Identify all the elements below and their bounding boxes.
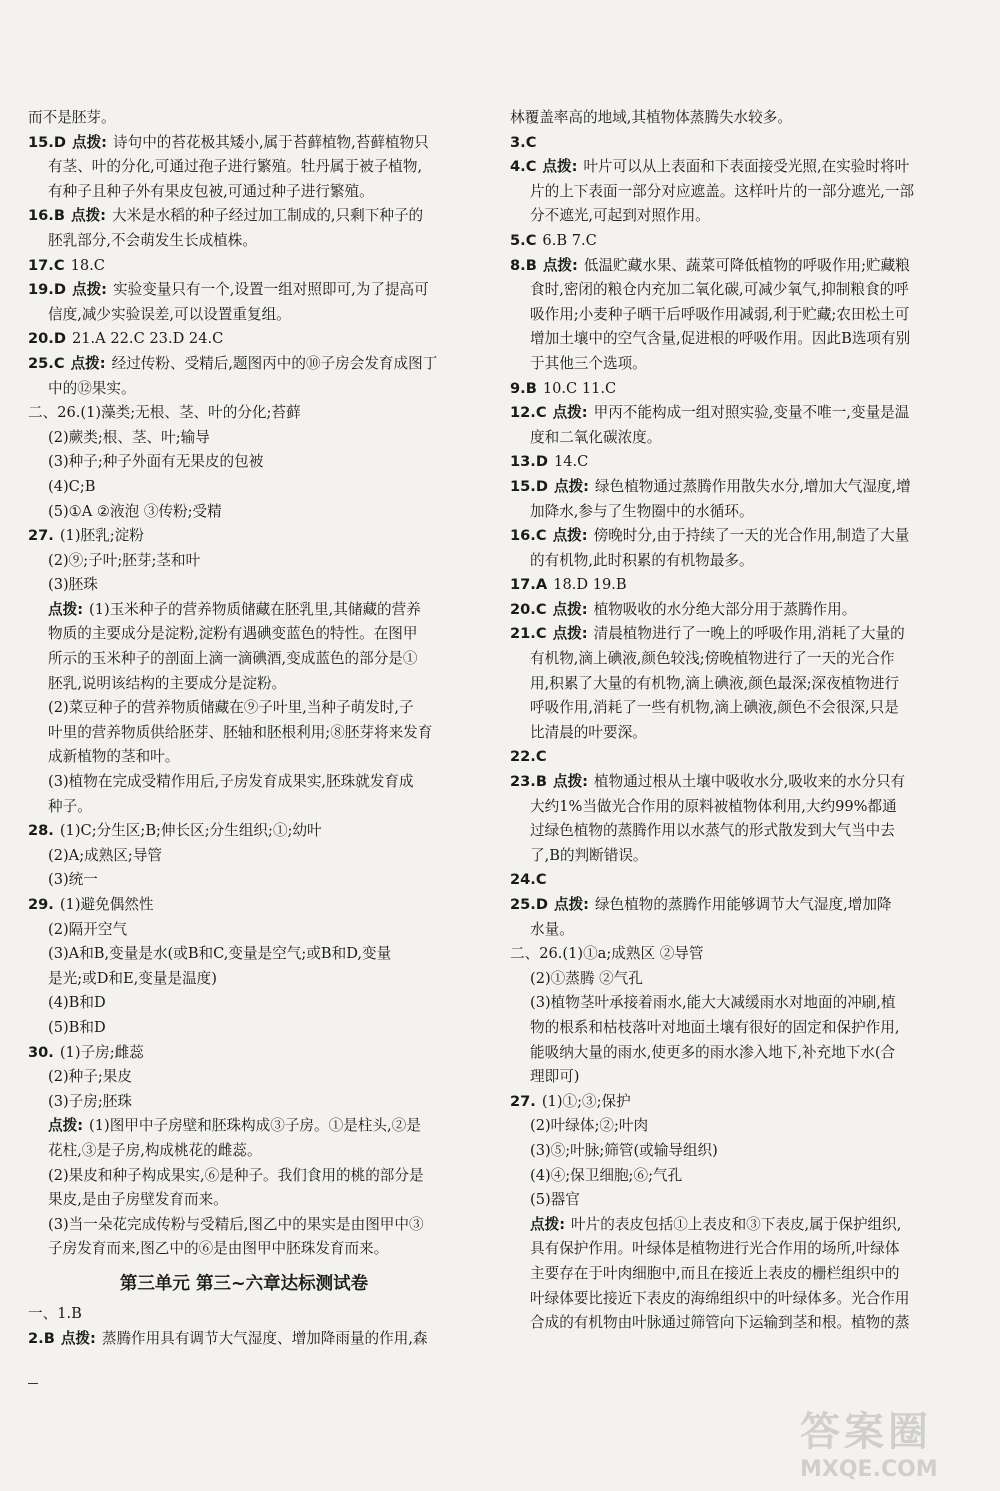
line-text: 信度,减少实验误差,可以设置重复组。 [48, 305, 291, 323]
hint-keyword: 点拨: [552, 773, 589, 791]
line-text: 绿色植物通过蒸腾作用散失水分,增加大气湿度,增 [595, 477, 911, 495]
text-line [28, 918, 460, 943]
text-line [28, 131, 460, 156]
text-line [28, 942, 460, 967]
question-number: 22.C [510, 748, 547, 766]
text-line [28, 204, 460, 229]
line-text: (2)⑨;子叶;胚芽;茎和叶 [48, 551, 201, 569]
text-line [28, 229, 460, 254]
line-text: 有茎、叶的分化,可通过孢子进行繁殖。牡丹属于被子植物, [48, 158, 423, 176]
line-text: (3)种子;种子外面有无果皮的包被 [48, 453, 264, 471]
text-line [28, 795, 460, 820]
line-text: 具有保护作用。叶绿体是植物进行光合作用的场所,叶绿体 [530, 1240, 900, 1258]
hint-keyword: 点拨: [71, 133, 107, 151]
text-line [28, 868, 460, 893]
hint-keyword: 点拨: [552, 404, 588, 422]
text-line [510, 1262, 928, 1287]
text-line [28, 1213, 460, 1238]
line-text: 6.B 7.C [542, 231, 597, 249]
text-line [510, 967, 928, 992]
text-line [510, 647, 928, 672]
question-number: 20.C [510, 600, 547, 618]
line-text: 果皮,是由子房壁发育而来。 [48, 1191, 228, 1209]
text-line [28, 1090, 460, 1115]
line-text: (5)①A ②液泡 ③传粉;受精 [48, 502, 222, 520]
text-line [28, 1164, 460, 1189]
question-number: 24.C [510, 871, 547, 889]
hint-keyword: 点拨: [553, 477, 589, 495]
line-text: 10.C 11.C [542, 379, 617, 397]
line-text: 二、26.(1)①a;成熟区 ②导管 [510, 945, 704, 963]
text-line [510, 573, 928, 598]
text-line [510, 524, 928, 549]
line-text: (3)当一朵花完成传粉与受精后,图乙中的果实是由图甲中③ [48, 1215, 424, 1233]
line-text: (2)A;成熟区;导管 [48, 846, 163, 864]
text-line [510, 500, 928, 525]
line-text: 物的根系和枯枝落叶对地面土壤有很好的固定和保护作用, [530, 1018, 900, 1036]
line-text: 14.C [553, 453, 589, 471]
line-text: 叶绿体要比接近下表皮的海绵组织中的叶绿体多。光合作用 [530, 1289, 910, 1307]
right-column [510, 106, 928, 1336]
question-number: 17.C [28, 256, 65, 274]
text-line [510, 278, 928, 303]
text-line [510, 229, 928, 254]
text-line [510, 155, 928, 180]
left-column [28, 106, 460, 1351]
text-line [28, 327, 460, 352]
line-text: 加降水,参与了生物圈中的水循环。 [530, 502, 754, 520]
question-number: 17.A [510, 576, 548, 594]
text-line [28, 426, 460, 451]
line-text: 成新植物的茎和叶。 [48, 748, 180, 766]
line-text: (2)菜豆种子的营养物质储藏在⑨子叶里,当种子萌发时,子 [48, 699, 414, 717]
line-text: (3)A和B,变量是水(或B和C,变量是空气;或B和D,变量 [48, 945, 392, 963]
line-text: 有种子且种子外有果皮包被,可通过种子进行繁殖。 [48, 182, 374, 200]
question-number: 5.C [510, 231, 537, 249]
text-line [28, 377, 460, 402]
hint-keyword: 点拨: [60, 1329, 96, 1347]
text-line [28, 844, 460, 869]
text-line [510, 598, 928, 623]
hint-keyword: 点拨: [48, 600, 84, 618]
text-line [510, 254, 928, 279]
hint-keyword: 点拨: [552, 527, 588, 545]
text-line [28, 1016, 460, 1041]
question-number: 16.C [510, 527, 547, 545]
line-text: 物质的主要成分是淀粉,淀粉有遇碘变蓝色的特性。在图甲 [48, 625, 418, 643]
line-text: 叶里的营养物质供给胚芽、胚轴和胚根利用;⑧胚芽将来发育 [48, 723, 433, 741]
section-heading: 第三单元 第三~六章达标测试卷 [119, 1273, 369, 1294]
line-text: (1)图甲中子房壁和胚珠构成③子房。①是柱头,②是 [89, 1117, 421, 1135]
text-line [28, 598, 460, 623]
line-text: (3)胚珠 [48, 576, 98, 594]
hint-keyword: 点拨: [71, 281, 107, 299]
text-line [28, 500, 460, 525]
text-line [510, 770, 928, 795]
text-line [510, 672, 928, 697]
text-line [28, 1327, 460, 1352]
text-line [510, 1139, 928, 1164]
text-line [28, 1302, 460, 1327]
text-line [28, 475, 460, 500]
line-text: 诗句中的苔花极其矮小,属于苔藓植物,苔藓植物只 [113, 133, 429, 151]
text-line [28, 622, 460, 647]
text-line [28, 770, 460, 795]
line-text: 度和二氧化碳浓度。 [530, 428, 662, 446]
line-text: (5)器官 [530, 1191, 580, 1209]
text-line [510, 106, 928, 131]
question-number: 23.B [510, 773, 547, 791]
line-text: 是光;或D和E,变量是温度) [48, 969, 217, 987]
line-text: 过绿色植物的蒸腾作用以水蒸气的形式散发到大气当中去 [530, 822, 895, 840]
text-line [510, 180, 928, 205]
question-number: 4.C [510, 158, 537, 176]
text-line [510, 1164, 928, 1189]
text-line [28, 1139, 460, 1164]
text-line [28, 155, 460, 180]
line-text: (3)⑤;叶脉;筛管(或输导组织) [530, 1141, 718, 1159]
text-line [28, 352, 460, 377]
line-text: (1)子房;雌蕊 [59, 1043, 144, 1061]
text-line [510, 795, 928, 820]
question-number: 25.C [28, 354, 65, 372]
question-number: 20.D [28, 330, 66, 348]
text-line [510, 131, 928, 156]
line-text: (3)植物在完成受精作用后,子房发育成果实,胚珠就发育成 [48, 773, 414, 791]
line-text: 叶片可以从上表面和下表面接受光照,在实验时将叶 [583, 158, 910, 176]
hint-keyword: 点拨: [530, 1215, 566, 1233]
text-line [28, 1041, 460, 1066]
text-line [510, 1311, 928, 1336]
text-line [28, 254, 460, 279]
text-line [28, 721, 460, 746]
text-line [28, 991, 460, 1016]
text-line [510, 942, 928, 967]
text-line [28, 573, 460, 598]
text-line [510, 426, 928, 451]
text-line [28, 106, 460, 131]
line-text: (4)C;B [48, 477, 96, 495]
line-text: (3)统一 [48, 871, 98, 889]
question-number: 27. [28, 527, 54, 545]
hint-keyword: 点拨: [552, 625, 588, 643]
text-line [28, 696, 460, 721]
text-line [28, 1065, 460, 1090]
line-text: 分不遮光,可起到对照作用。 [530, 207, 710, 225]
text-line [510, 1188, 928, 1213]
question-number: 25.D [510, 896, 548, 913]
watermark [800, 1400, 970, 1480]
line-text: 能吸纳大量的雨水,使更多的雨水渗入地下,补充地下水(合 [530, 1043, 896, 1061]
line-text: 经过传粉、受精后,题图丙中的⑩子房会发育成图丁 [111, 354, 438, 372]
line-text: (2)种子;果皮 [48, 1068, 132, 1086]
question-number: 27. [510, 1092, 536, 1110]
line-text: (2)①蒸腾 ②气孔 [530, 969, 643, 987]
line-text: 大约1%当做光合作用的原料被植物体利用,大约99%都通 [530, 797, 897, 815]
hint-keyword: 点拨: [542, 256, 578, 274]
line-text: (4)B和D [48, 994, 106, 1012]
text-line [28, 745, 460, 770]
text-line [510, 844, 928, 869]
line-text: (4)④;保卫细胞;⑥;气孔 [530, 1166, 683, 1184]
text-line [510, 893, 928, 918]
line-text: 实验变量只有一个,设置一组对照即可,为了提高可 [113, 281, 429, 299]
line-text: 一、1.B [28, 1304, 82, 1322]
line-text: 比清晨的叶要深。 [530, 723, 647, 741]
line-text: 植物吸收的水分绝大部分用于蒸腾作用。 [593, 600, 857, 618]
line-text: (1)避免偶然性 [59, 896, 154, 913]
text-line [28, 647, 460, 672]
text-line [510, 868, 928, 893]
line-text: 有机物,滴上碘液,颜色较浅;傍晚植物进行了一天的光合作 [530, 650, 895, 668]
footer-rule [28, 1383, 38, 1384]
line-text: 叶片的表皮包括①上表皮和③下表皮,属于保护组织, [571, 1215, 902, 1233]
question-number: 29. [28, 896, 54, 913]
text-line [28, 278, 460, 303]
question-number: 9.B [510, 379, 537, 397]
line-text: 水量。 [530, 920, 574, 938]
text-line [510, 450, 928, 475]
text-line [510, 696, 928, 721]
line-text: 的有机物,此时积累的有机物最多。 [530, 551, 754, 569]
text-line [510, 475, 928, 500]
question-number: 28. [28, 822, 54, 840]
question-number: 30. [28, 1043, 54, 1061]
line-text: 所示的玉米种子的剖面上滴一滴碘酒,变成蓝色的部分是① [48, 650, 418, 668]
text-line [510, 377, 928, 402]
line-text: 绿色植物的蒸腾作用能够调节大气湿度,增加降 [595, 896, 892, 913]
line-text: 蒸腾作用具有调节大气湿度、增加降雨量的作用,森 [101, 1329, 428, 1347]
text-line [28, 672, 460, 697]
question-number: 19.D [28, 281, 66, 299]
text-line [28, 1114, 460, 1139]
hint-keyword: 点拨: [70, 354, 106, 372]
line-text: 21.A 22.C 23.D 24.C [71, 330, 224, 348]
text-line [28, 819, 460, 844]
line-text: 而不是胚芽。 [28, 109, 116, 126]
question-number: 15.D [510, 477, 548, 495]
line-text: 甲丙不能构成一组对照实验,变量不唯一,变量是温 [593, 404, 910, 422]
hint-keyword: 点拨: [542, 158, 578, 176]
question-number: 15.D [28, 133, 66, 151]
question-number: 2.B [28, 1329, 55, 1347]
line-text: 子房发育而来,图乙中的⑥是由图甲中胚珠发育而来。 [48, 1240, 389, 1258]
line-text: 大米是水稻的种子经过加工制成的,只剩下种子的 [112, 207, 424, 225]
text-line [510, 1065, 928, 1090]
line-text: 林覆盖率高的地域,其植物体蒸腾失水较多。 [510, 109, 792, 126]
text-line [510, 1213, 928, 1238]
line-text: 清晨植物进行了一晚上的呼吸作用,消耗了大量的 [593, 625, 905, 643]
line-text: 植物通过根从土壤中吸收水分,吸收来的水分只有 [594, 773, 906, 791]
question-number: 16.B [28, 207, 65, 225]
line-text: 用,积累了大量的有机物,滴上碘液,颜色最深;深夜植物进行 [530, 674, 900, 692]
line-text: (1)胚乳;淀粉 [59, 527, 144, 545]
hint-keyword: 点拨: [553, 896, 589, 913]
line-text: 种子。 [48, 797, 92, 815]
watermark-logo: 答案圈 [800, 1409, 932, 1455]
text-line [28, 967, 460, 992]
line-text: 低温贮藏水果、蔬菜可降低植物的呼吸作用;贮藏粮 [583, 256, 910, 274]
text-line [510, 991, 928, 1016]
question-number: 3.C [510, 133, 537, 151]
line-text: 傍晚时分,由于持续了一天的光合作用,制造了大量 [593, 527, 910, 545]
line-text: 增加土壤中的空气含量,促进根的呼吸作用。因此B选项有别 [530, 330, 911, 348]
text-line [510, 622, 928, 647]
text-line [28, 303, 460, 328]
text-line [510, 549, 928, 574]
line-text: (2)叶绿体;②;叶肉 [530, 1117, 649, 1135]
text-line [28, 450, 460, 475]
text-line [510, 303, 928, 328]
text-line [28, 549, 460, 574]
hint-keyword: 点拨: [552, 600, 588, 618]
text-line [510, 1016, 928, 1041]
line-text: (3)植物茎叶承接着雨水,能大大减缓雨水对地面的冲刷,植 [530, 994, 896, 1012]
line-text: 于其他三个选项。 [530, 354, 647, 372]
line-text: 食时,密闭的粮仓内充加二氧化碳,可减少氧气,抑制粮食的呼 [530, 281, 909, 299]
line-text: 呼吸作用,消耗了一些有机物,滴上碘液,颜色不会很深,只是 [530, 699, 899, 717]
line-text: 中的⑫果实。 [48, 379, 136, 397]
watermark-url: MXQE.COM [800, 1457, 938, 1482]
line-text: 了,B的判断错误。 [530, 846, 648, 864]
text-line [510, 327, 928, 352]
line-text: 花柱,③是子房,构成桃花的雌蕊。 [48, 1141, 262, 1159]
text-line [28, 893, 460, 918]
text-line [510, 401, 928, 426]
text-line [28, 524, 460, 549]
text-line [510, 204, 928, 229]
text-line [510, 352, 928, 377]
line-text: (1)C;分生区;B;伸长区;分生组织;①;幼叶 [59, 822, 322, 840]
text-line [510, 745, 928, 770]
text-line [510, 819, 928, 844]
text-line [510, 1287, 928, 1312]
line-text: 吸作用;小麦种子晒干后呼吸作用减弱,利于贮藏;农田松土可 [530, 305, 910, 323]
question-number: 8.B [510, 256, 537, 274]
line-text: 主要存在于叶肉细胞中,而且在接近上表皮的栅栏组织中的 [530, 1264, 900, 1282]
line-text: (2)蕨类;根、茎、叶;输导 [48, 428, 210, 446]
question-number: 12.C [510, 404, 547, 422]
line-text: 胚乳部分,不会萌发生长成植株。 [48, 231, 257, 249]
hint-keyword: 点拨: [70, 207, 107, 225]
line-text: (3)子房;胚珠 [48, 1092, 132, 1110]
text-line [510, 721, 928, 746]
text-line [510, 1041, 928, 1066]
line-text: 胚乳,说明该结构的主要成分是淀粉。 [48, 674, 287, 692]
line-text: 二、26.(1)藻类;无根、茎、叶的分化;苔藓 [28, 404, 301, 422]
line-text: (2)隔开空气 [48, 920, 128, 938]
hint-keyword: 点拨: [48, 1117, 84, 1135]
question-number: 13.D [510, 453, 548, 471]
text-line [510, 1237, 928, 1262]
line-text: (2)果皮和种子构成果实,⑥是种子。我们食用的桃的部分是 [48, 1166, 424, 1184]
text-line [28, 401, 460, 426]
text-line [510, 918, 928, 943]
question-number: 21.C [510, 625, 547, 643]
text-line [510, 1114, 928, 1139]
line-text: 18.D 19.B [553, 576, 627, 594]
line-text: (1)玉米种子的营养物质储藏在胚乳里,其储藏的营养 [89, 600, 421, 618]
text-line [28, 1188, 460, 1213]
text-line [28, 1237, 460, 1262]
line-text: 理即可) [530, 1068, 580, 1086]
line-text: (1)①;③;保护 [541, 1092, 631, 1110]
line-text: (5)B和D [48, 1018, 106, 1036]
text-line [510, 1090, 928, 1115]
text-line [28, 180, 460, 205]
line-text: 片的上下表面一部分对应遮盖。这样叶片的一部分遮光,一部 [530, 182, 915, 200]
line-text: 合成的有机物由叶脉通过筛管向下运输到茎和根。植物的蒸 [530, 1314, 910, 1332]
line-text: 18.C [70, 256, 105, 274]
